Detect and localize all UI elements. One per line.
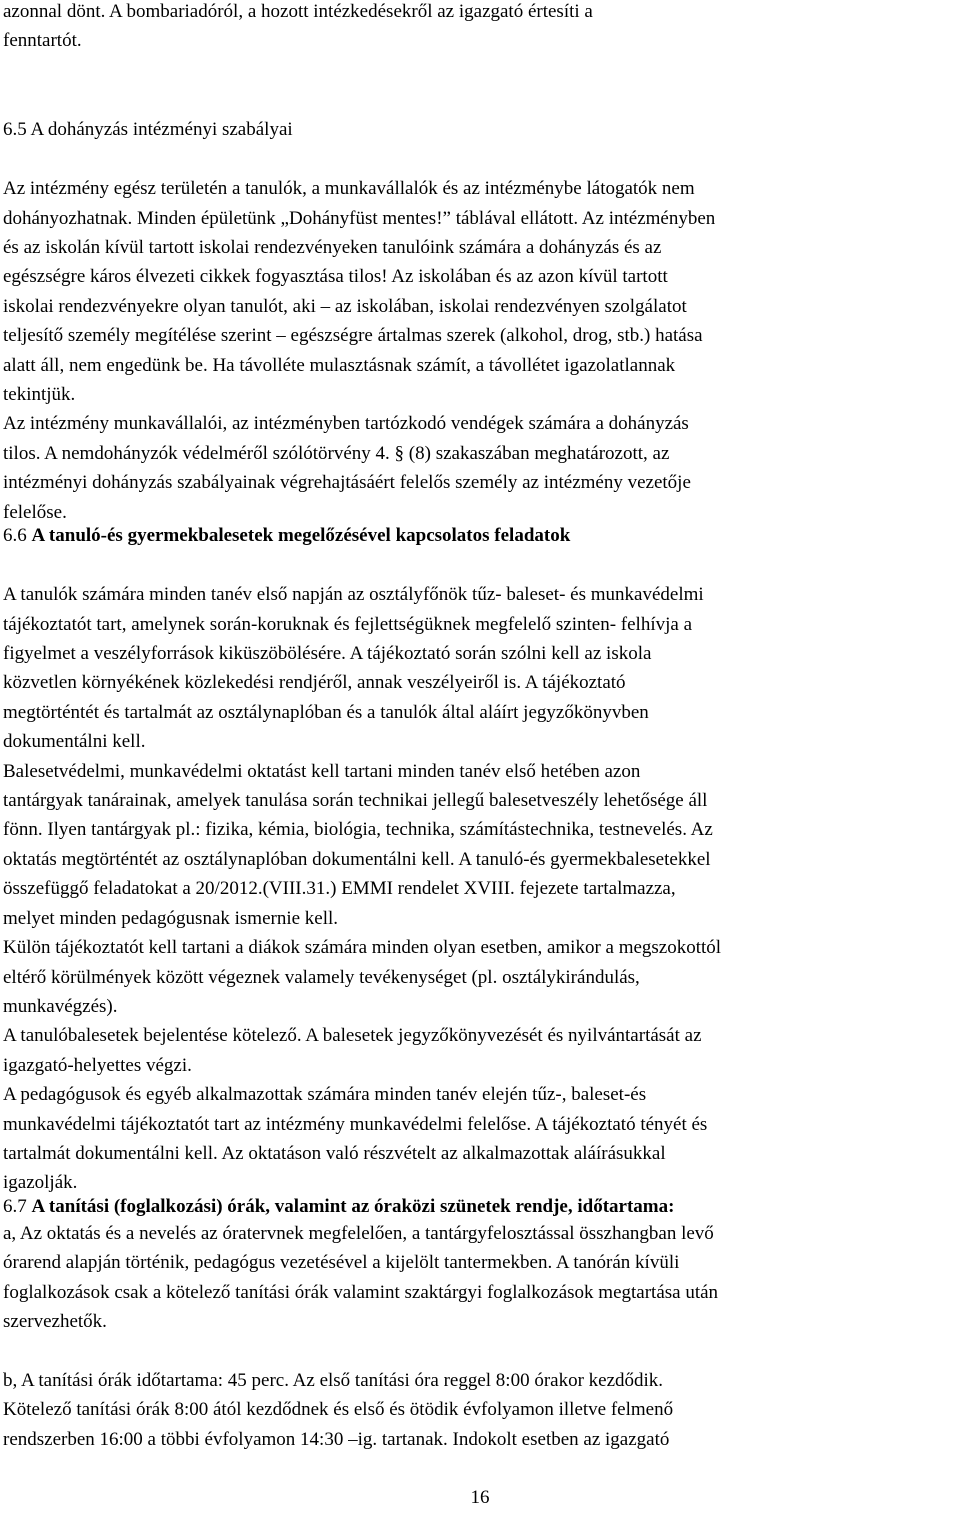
section-6-5 <box>3 86 959 557</box>
section-6-7-title: A tanítási (foglalkozási) órák, valamint az óraközi szünetek rendje, időtartama: <box>31 1196 675 1218</box>
section-6-6-body: A tanulók számára minden tanév első napján az osztályfőnök tűz- baleset- és munkavédelmi tájékoztatót tart, amelynek során-koruknak és fejlettségüknek megfelelő szinten- felhívja a figyelmet a veszélyforrások kiküszöbölésére. A tájékoztató során szólni kell az iskola közvetlen környékének közlekedési rendjéről, annak veszélyeiről is. A tájékoztató megtörténtét és tartalmát az osztálynaplóban és a tanulók által aláírt jegyzőkönyvben dokumentálni kell. Balesetvédelmi, munkavédelmi oktatást kell tartani minden tanév első hetében azon tantárgyak tanárainak, amelyek tanulása során technikai jellegű balesetveszély lehetősége áll fönn. Ilyen tantárgyak pl.: fizika, kémia, biológia, technika, számítástechnika, testnevelés. Az oktatás megtörténtét az osztálynaplóban dokumentálni kell. A tanuló-és gyermekbalesetekkel összefüggő feladatokat a 20/2012.(VIII.31.) EMMI rendelet XVIII. fejezete tartalmazza, melyet minden pedagógusnak ismernie kell. Külön tájékoztatót kell tartani a diákok számára minden olyan esetben, amikor a megszokottól eltérő körülmények között végeznek valamely tevékenységet (pl. osztálykirándulás, munkavégzés). A tanulóbalesetek bejelentése kötelező. A balesetek jegyzőkönyvezését és nyilvántartását az igazgató-helyettes végzi. A pedagógusok és egyéb alkalmazottak számára minden tanév elején tűz-, baleset-és munkavédelmi tájékoztatót tart az intézmény munkavédelmi felelőse. A tájékoztató tényét és tartalmát dokumentálni kell. Az oktatáson való részvételt az alkalmazottak aláírásukkal igazolják. <box>3 584 722 1194</box>
section-6-6-number: 6.6 <box>3 525 32 547</box>
paragraph-b: b, A tanítási órák időtartama: 45 perc. Az első tanítási óra reggel 8:00 órakor kezdődik. Kötelező tanítási órák 8:00 ától kezdődnek és első és ötödik évfolyamon illetve felmenő rendszerben 16:00 a többi évfolyamon 14:30 –ig. tartanak. Indokolt esetben az igazgató <box>3 1370 674 1450</box>
section-6-6-title: A tanuló-és gyermekbalesetek megelőzésével kapcsolatos feladatok <box>31 525 571 547</box>
section-6-5-body: Az intézmény egész területén a tanulók, a munkavállalók és az intézménybe látogatók nem dohányozhatnak. Minden épületünk „Dohányfüst mentes!” táblával ellátott. Az intézményben és az iskolán kívül tartott iskolai rendezvényeken tanulóink számára a dohányzás és az egészségre káros élvezeti cikkek fogyasztása tilos! Az iskolában és az azon kívül tartott iskolai rendezvényekre olyan tanulót, aki – az iskolában, iskolai rendezvényen szolgálatot teljesítő személy megítélése szerint – egészségre ártalmas szerek (alkohol, drog, stb.) hatása alatt áll, nem engedünk be. Ha távolléte mulasztásnak számít, a távollétet igazolatlannak tekintjük. Az intézmény munkavállalói, az intézményben tartózkodó vendégek számára a dohányzás tilos. A nemdohányzók védelméről szólótörvény 4. § (8) szakaszában meghatározott, az intézményi dohányzás szabályainak végrehajtásáért felelős személy az intézmény vezetője felelőse. <box>3 178 716 523</box>
section-6-6 <box>3 492 959 1227</box>
section-6-6-heading <box>3 521 959 550</box>
page-number: 16 <box>470 1487 490 1508</box>
paragraph-a: a, Az oktatás és a nevelés az óratervnek megfelelően, a tantárgyfelosztással összhangban levő órarend alapján történik, pedagógus vezetésével a kijelölt tantermekben. A tanórán kívüli foglalkozások csak a kötelező tanítási órák valamint szaktárgyi foglalkozások megtartása után szervezhetők. <box>3 1223 719 1333</box>
intro-paragraph: azonnal dönt. A bombariadóról, a hozott intézkedésekről az igazgató értesíti a fenntartót. <box>3 1 593 52</box>
section-6-5-heading: 6.5 A dohányzás intézményi szabályai <box>3 119 293 141</box>
section-6-7-number: 6.7 <box>3 1196 32 1218</box>
